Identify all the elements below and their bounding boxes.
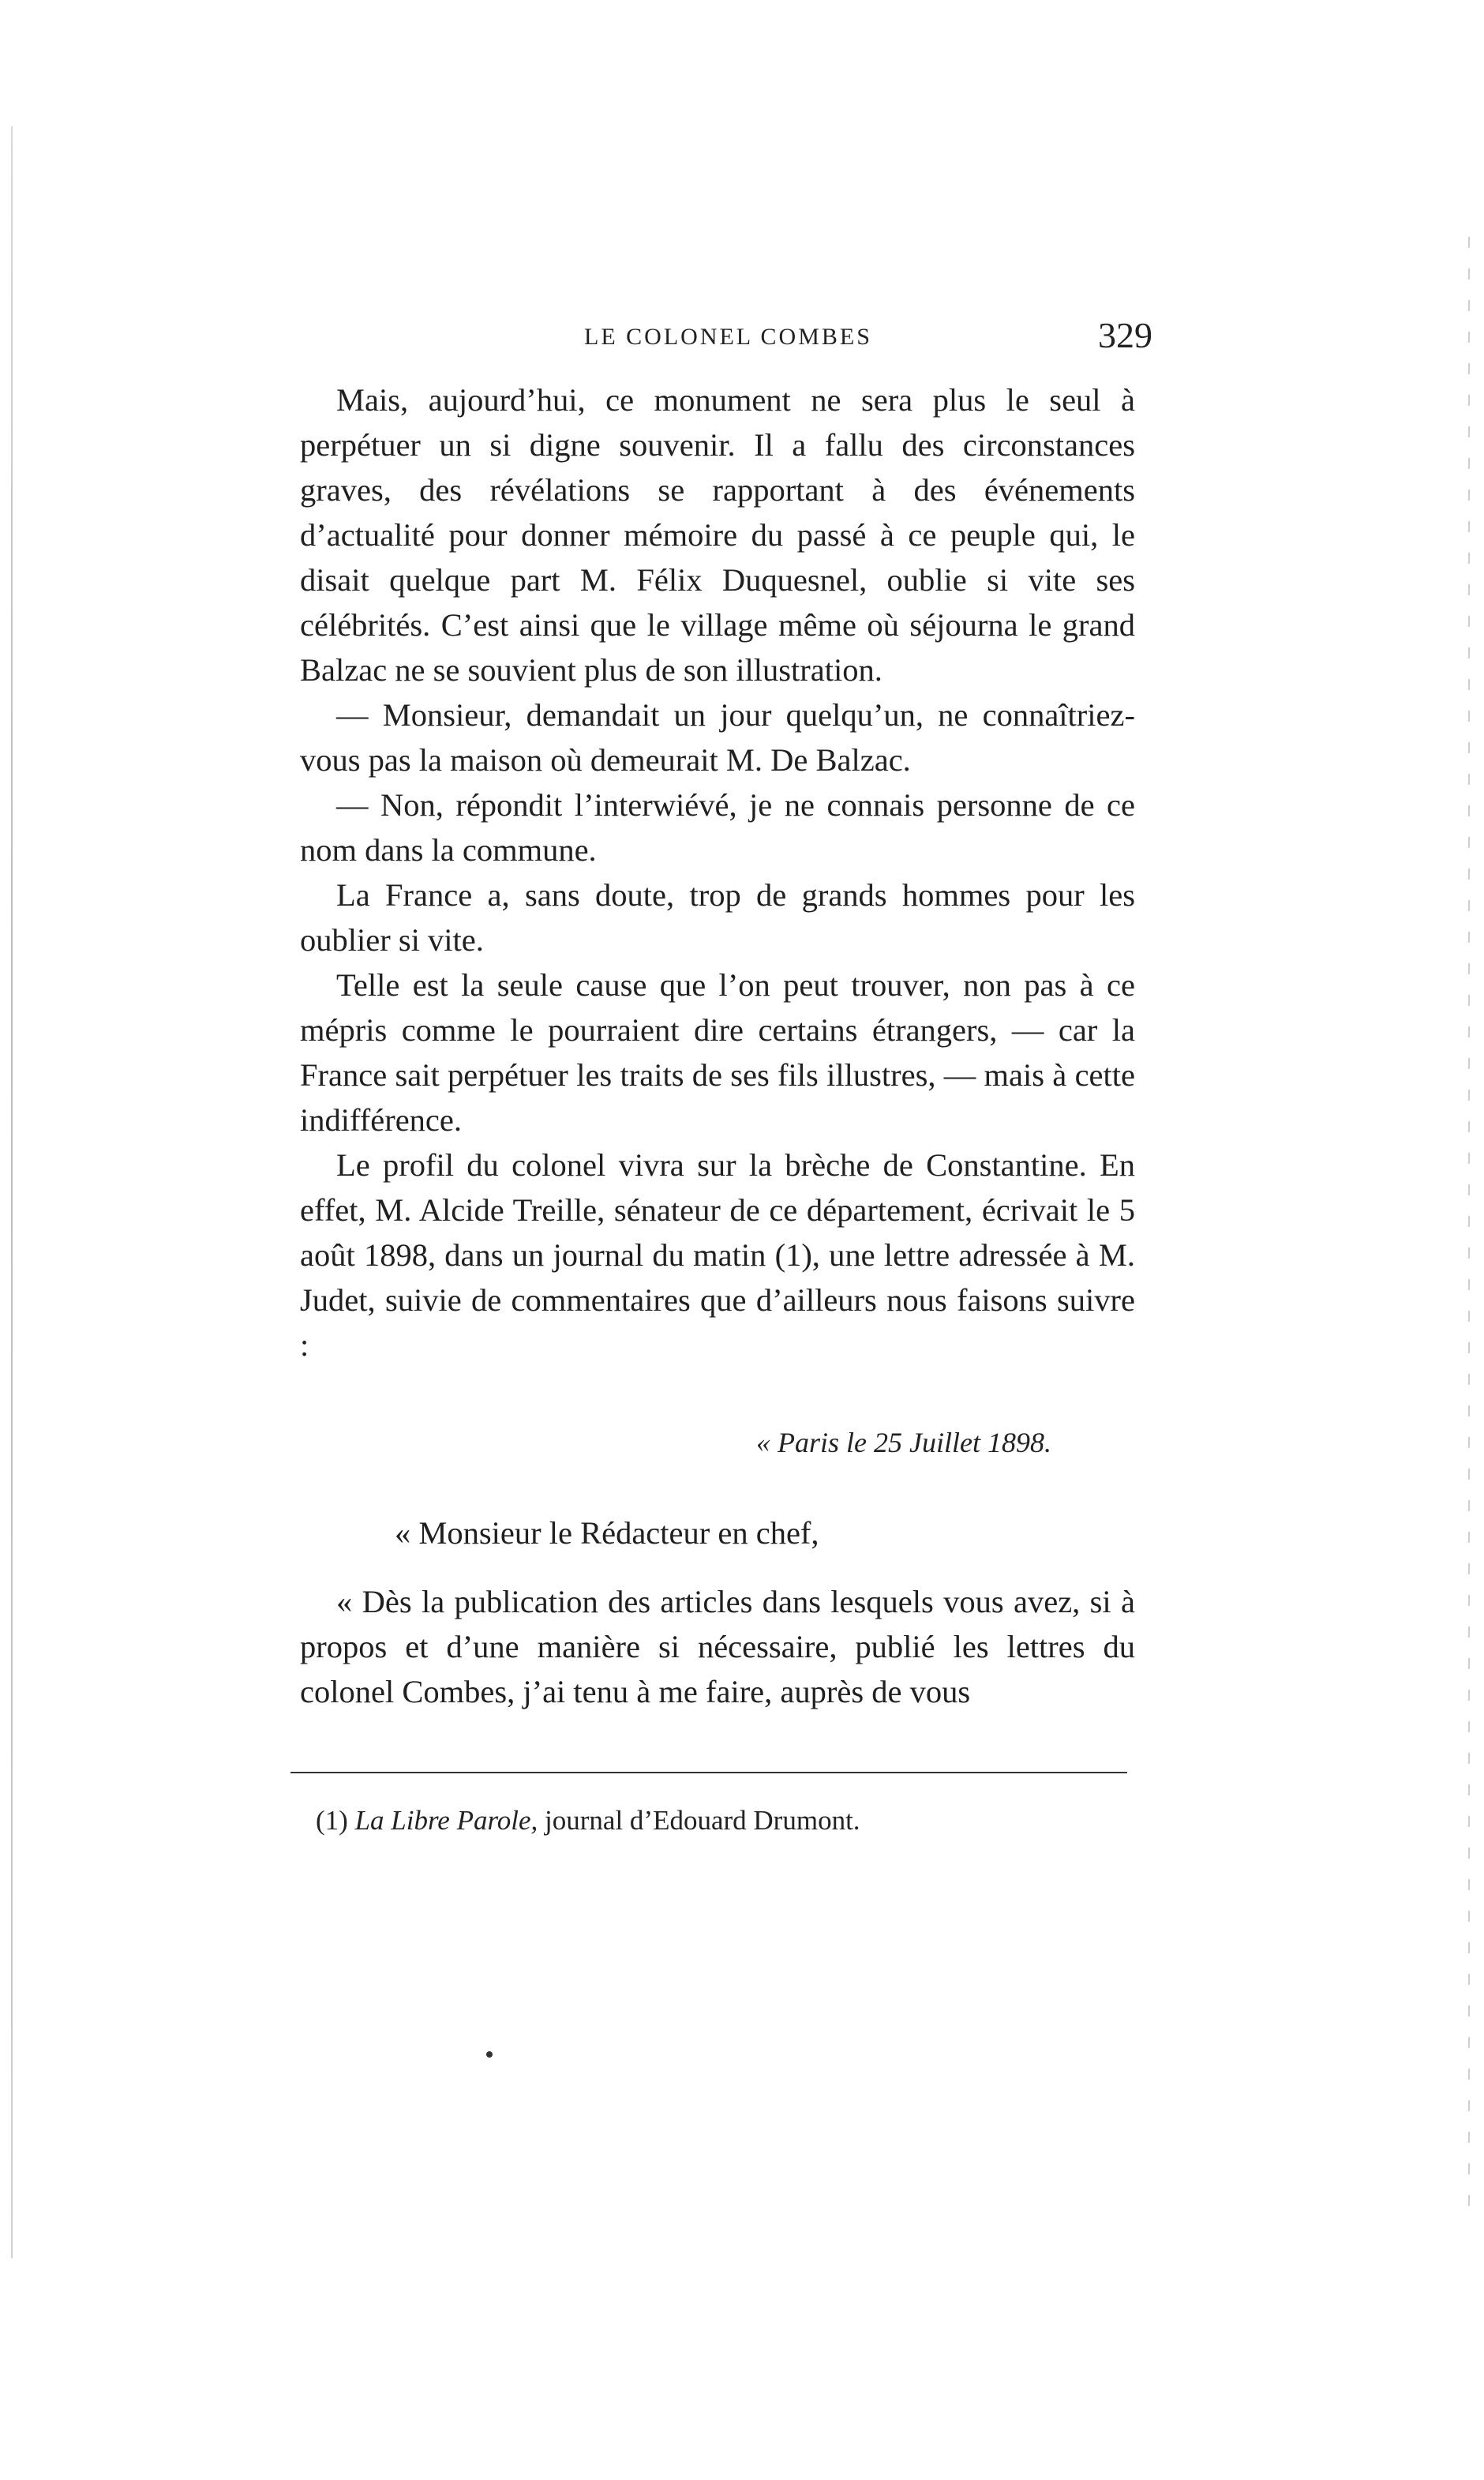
- letter-opening: « Dès la publication des articles dans lesquels vous avez, si à propos et d’une manière si nécessaire, publié les lettres du colonel Combes, j’ai tenu à me faire, auprès de vous: [300, 1584, 1135, 1709]
- scan-edge-left: [11, 126, 13, 2258]
- footnote-title: La Libre Parole,: [354, 1805, 538, 1836]
- letter-salutation: « Monsieur le Rédacteur en chef,: [395, 1515, 819, 1551]
- main-text: [300, 377, 1135, 1368]
- paragraph: — Non, répondit l’interwiévé, je ne connais personne de ce nom dans la commune.: [300, 787, 1135, 868]
- running-title: LE COLONEL COMBES: [584, 324, 872, 350]
- scan-edge-right: [1468, 237, 1470, 2211]
- running-head: [300, 314, 1152, 362]
- letter-body: [300, 1579, 1135, 1714]
- paragraph: La France a, sans doute, trop de grands hommes pour les oublier si vite.: [300, 877, 1135, 958]
- footnote: [316, 1805, 860, 1837]
- footnote-text: journal d’Edouard Drumont.: [545, 1805, 860, 1836]
- letter-dateline: « Paris le 25 Juillet 1898.: [756, 1427, 1051, 1458]
- paragraph: — Monsieur, demandait un jour quelqu’un, ne connaîtriez-vous pas la maison où demeurait M. De Balzac.: [300, 697, 1135, 778]
- page-number: 329: [1098, 315, 1152, 355]
- ink-speck: [486, 2051, 493, 2058]
- footnote-marker: (1): [316, 1805, 348, 1836]
- footnote-rule: [290, 1772, 1127, 1773]
- paragraph: Telle est la seule cause que l’on peut trouver, non pas à ce mépris comme le pourraient dire certains étrangers, — car la France sait perpétuer les traits de ses fils illustres, — mais à cette indifférence.: [300, 967, 1135, 1138]
- paragraph: Mais, aujourd’hui, ce monument ne sera plus le seul à perpétuer un si digne souvenir. Il a fallu des circonstances graves, des révélations se rapportant à des événements d’actualité pour donner mémoire du passé à ce peuple qui, le disait quelque part M. Félix Duquesnel, oublie si vite ses célébrités. C’est ainsi que le village même où séjourna le grand Balzac ne se souvient plus de son illustration.: [300, 382, 1135, 688]
- paragraph: Le profil du colonel vivra sur la brèche de Constantine. En effet, M. Alcide Treille, sénateur de ce département, écrivait le 5 août 1898, dans un journal du matin (1), une lettre adressée à M. Judet, suivie de commentaires que d’ailleurs nous faisons suivre :: [300, 1147, 1135, 1363]
